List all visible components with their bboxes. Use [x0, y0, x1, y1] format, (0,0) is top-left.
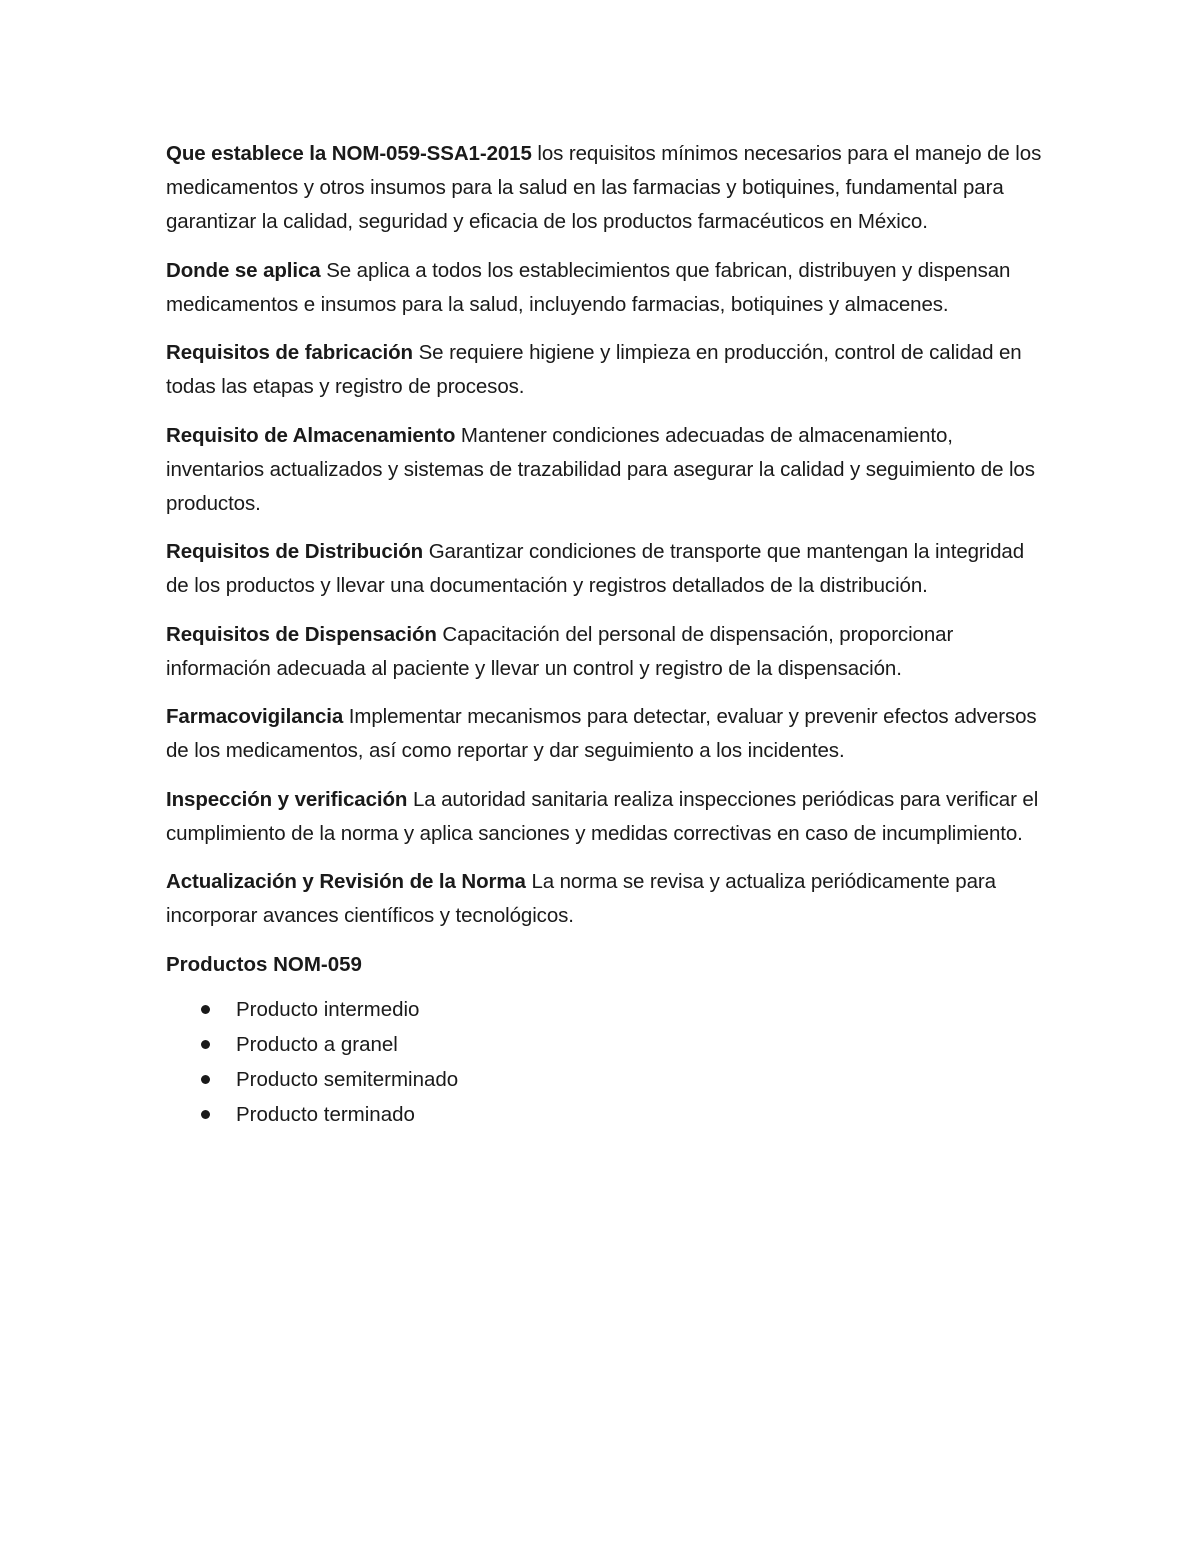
paragraph-text: los requisitos mínimos necesarios para el manejo de los medicamentos y otros insumos para la salud en las farmacias y botiquines, fundamental para garantizar la calidad, seguridad y eficacia de los productos farmacéuticos en México.: [166, 142, 1042, 233]
paragraph-manufacturing: [166, 336, 1046, 404]
list-item: [200, 1062, 1046, 1097]
paragraph-dispensing: [166, 618, 1046, 686]
document-page: [166, 137, 1046, 1132]
paragraph-title: Que establece la NOM-059-SSA1-2015: [166, 142, 532, 165]
paragraph-scope: [166, 254, 1046, 322]
paragraph-title: Farmacovigilancia: [166, 705, 344, 728]
bullet-icon: [201, 1005, 210, 1014]
paragraph-title: Requisitos de Distribución: [166, 540, 424, 563]
list-item: [200, 992, 1046, 1027]
list-item-text: Producto intermedio: [236, 997, 420, 1021]
bullet-icon: [201, 1040, 210, 1049]
paragraph-storage: [166, 419, 1046, 521]
paragraph-text: Capacitación del personal de dispensación, proporcionar información adecuada al paciente y llevar un control y registro de la dispensación.: [166, 622, 954, 680]
products-heading: Productos NOM-059: [166, 952, 362, 976]
paragraph-title: Requisitos de fabricación: [166, 341, 413, 364]
paragraph-text: Se aplica a todos los establecimientos que fabrican, distribuyen y dispensan medicamentos e insumos para la salud, incluyendo farmacias, botiquines y almacenes.: [166, 258, 1011, 316]
list-item: [200, 1027, 1046, 1062]
bullet-icon: [201, 1075, 210, 1084]
paragraph-text: La norma se revisa y actualiza periódicamente para incorporar avances científicos y tecnológicos.: [166, 870, 996, 927]
paragraph-text: Garantizar condiciones de transporte que mantengan la integridad de los productos y llevar una documentación y registros detallados de la distribución.: [166, 540, 1025, 597]
paragraph-inspection: [166, 783, 1046, 851]
paragraph-norm-update: [166, 865, 1046, 933]
paragraph-text: Se requiere higiene y limpieza en producción, control de calidad en todas las etapas y registro de procesos.: [166, 341, 1022, 398]
list-item: [200, 1097, 1046, 1132]
paragraph-text: La autoridad sanitaria realiza inspecciones periódicas para verificar el cumplimiento de la norma y aplica sanciones y medidas correctivas en caso de incumplimiento.: [166, 787, 1039, 845]
list-item-text: Producto terminado: [236, 1102, 415, 1126]
list-item-text: Producto semiterminado: [236, 1067, 459, 1091]
paragraph-distribution: [166, 535, 1046, 603]
list-item-text: Producto a granel: [236, 1032, 398, 1056]
paragraph-text: Mantener condiciones adecuadas de almacenamiento, inventarios actualizados y sistemas de trazabilidad para asegurar la calidad y seguimiento de los productos.: [166, 423, 1035, 515]
paragraph-text: Implementar mecanismos para detectar, evaluar y prevenir efectos adversos de los medicamentos, así como reportar y dar seguimiento a los incidentes.: [166, 705, 1037, 762]
paragraph-title: Donde se aplica: [166, 258, 321, 282]
paragraph-title: Requisitos de Dispensación: [166, 622, 437, 646]
paragraph-title: Actualización y Revisión de la Norma: [166, 870, 526, 893]
paragraph-nom-definition: [166, 137, 1046, 239]
paragraph-title: Inspección y verificación: [166, 787, 408, 811]
products-list: [166, 992, 1046, 1132]
paragraph-pharmacovigilance: [166, 700, 1046, 768]
paragraph-title: Requisito de Almacenamiento: [166, 423, 456, 447]
bullet-icon: [201, 1110, 210, 1119]
